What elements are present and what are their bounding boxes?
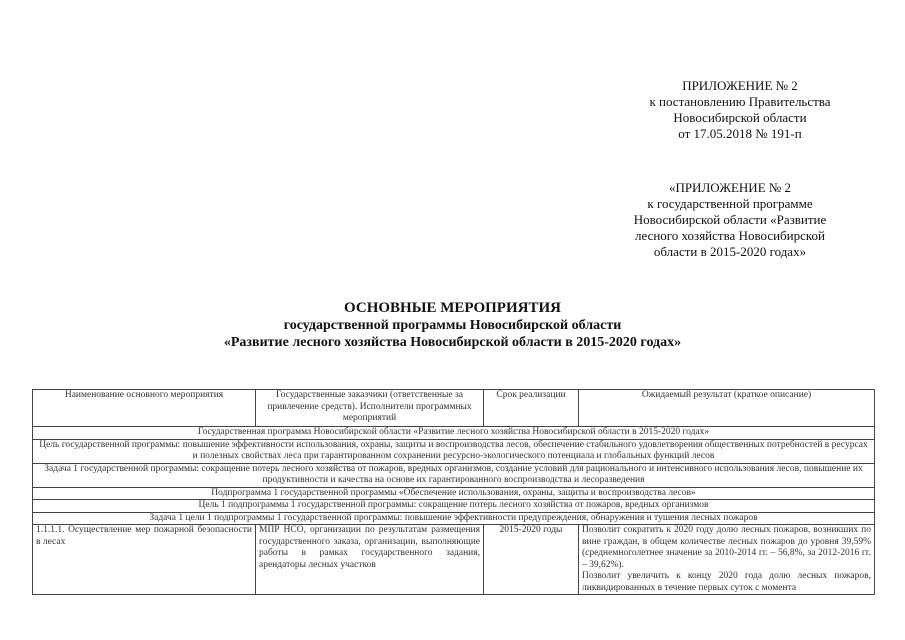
appendix-header-resolution	[600, 78, 880, 142]
measure-name-cell: 1.1.1.1. Осуществление мер пожарной безопасности в лесах	[33, 525, 256, 595]
header-cell-result: Ожидаемый результат (краткое описание)	[579, 390, 875, 427]
table-row	[33, 463, 875, 487]
title-subline: государственной программы Новосибирской области	[283, 318, 622, 333]
header-cell-period: Срок реализации	[484, 390, 579, 427]
header-cell-customers: Государственные заказчики (ответственные за привлечение средств). Исполнители программных мероприятий	[256, 390, 484, 427]
measures-table	[32, 389, 875, 595]
table-row	[33, 512, 875, 525]
table-row	[33, 500, 875, 513]
appendix-line: ПРИЛОЖЕНИЕ № 2	[682, 78, 798, 93]
appendix-line: Новосибирской области	[673, 110, 807, 125]
measure-customers-cell: МПР НСО, организации по результатам размещения государственного заказа, организации, выполняющие работы в рамках государственного задания, арендаторы лесных участков	[256, 525, 484, 595]
title-subline: «Развитие лесного хозяйства Новосибирской области в 2015-2020 годах»	[223, 335, 682, 350]
table-row	[33, 525, 875, 595]
result-paragraph: Позволит увеличить к концу 2020 года долю лесных пожаров, ликвидированных в течение первых суток с момента	[582, 571, 871, 593]
subgoal-row-cell: Цель 1 подпрограммы 1 государственной программы: сокращение потерь лесного хозяйства от пожаров, вредных организмов	[33, 500, 875, 513]
program-row-cell: Государственная программа Новосибирской области «Развитие лесного хозяйства Новосибирской области в 2015-2020 годах»	[33, 427, 875, 440]
goal-row-cell: Цель государственной программы: повышение эффективности использования, охраны, защиты и воспроизводства лесов, обеспечение стабильного удовлетворения общественных потребностей в ресурсах и полезных свойствах леса при гарантированном сохранении ресурсно-экологического потенциала и глобальных функций лесов	[33, 439, 875, 463]
task-row-cell: Задача 1 государственной программы: сокращение потерь лесного хозяйства от пожаров, вредных организмов, создание условий для рационального и интенсивного использования лесов, повышение их продуктивности и качества на основе их гарантированного воспроизводства и лесоразведения	[33, 463, 875, 487]
table-row	[33, 439, 875, 463]
measure-result-cell	[579, 525, 875, 595]
appendix-line: «ПРИЛОЖЕНИЕ № 2	[668, 180, 792, 195]
measure-period-cell: 2015-2020 годы	[484, 525, 579, 595]
appendix-line: области в 2015-2020 годах»	[653, 244, 807, 259]
appendix-line: от 17.05.2018 № 191-п	[678, 126, 802, 141]
result-paragraph: Позволит сократить к 2020 году долю лесных пожаров, возникших по вине граждан, в общем количестве лесных пожаров до уровня 39,59% (среднемноголетнее значение за 2010-2014 гг. – 56,8%, за 2012-2016 гг. – 39,62%).	[582, 525, 871, 570]
appendix-line: к постановлению Правительства	[649, 94, 831, 109]
subprogram-row-cell: Подпрограмма 1 государственной программы «Обеспечение использования, охраны, защиты и воспроизводства лесов»	[33, 487, 875, 500]
title-main: ОСНОВНЫЕ МЕРОПРИЯТИЯ	[344, 300, 561, 316]
table-row	[33, 487, 875, 500]
document-title	[0, 300, 905, 351]
table-row	[33, 427, 875, 440]
subtask-row-cell: Задача 1 цели 1 подпрограммы 1 государственной программы: повышение эффективности предупреждения, обнаружения и тушения лесных пожаров	[33, 512, 875, 525]
appendix-header-program	[580, 180, 880, 260]
appendix-line: лесного хозяйства Новосибирской	[634, 228, 826, 243]
header-cell-measure-name: Наименование основного мероприятия	[33, 390, 256, 427]
appendix-line: к государственной программе	[647, 196, 813, 211]
appendix-line: Новосибирской области «Развитие	[633, 212, 827, 227]
table-header-row	[33, 390, 875, 427]
